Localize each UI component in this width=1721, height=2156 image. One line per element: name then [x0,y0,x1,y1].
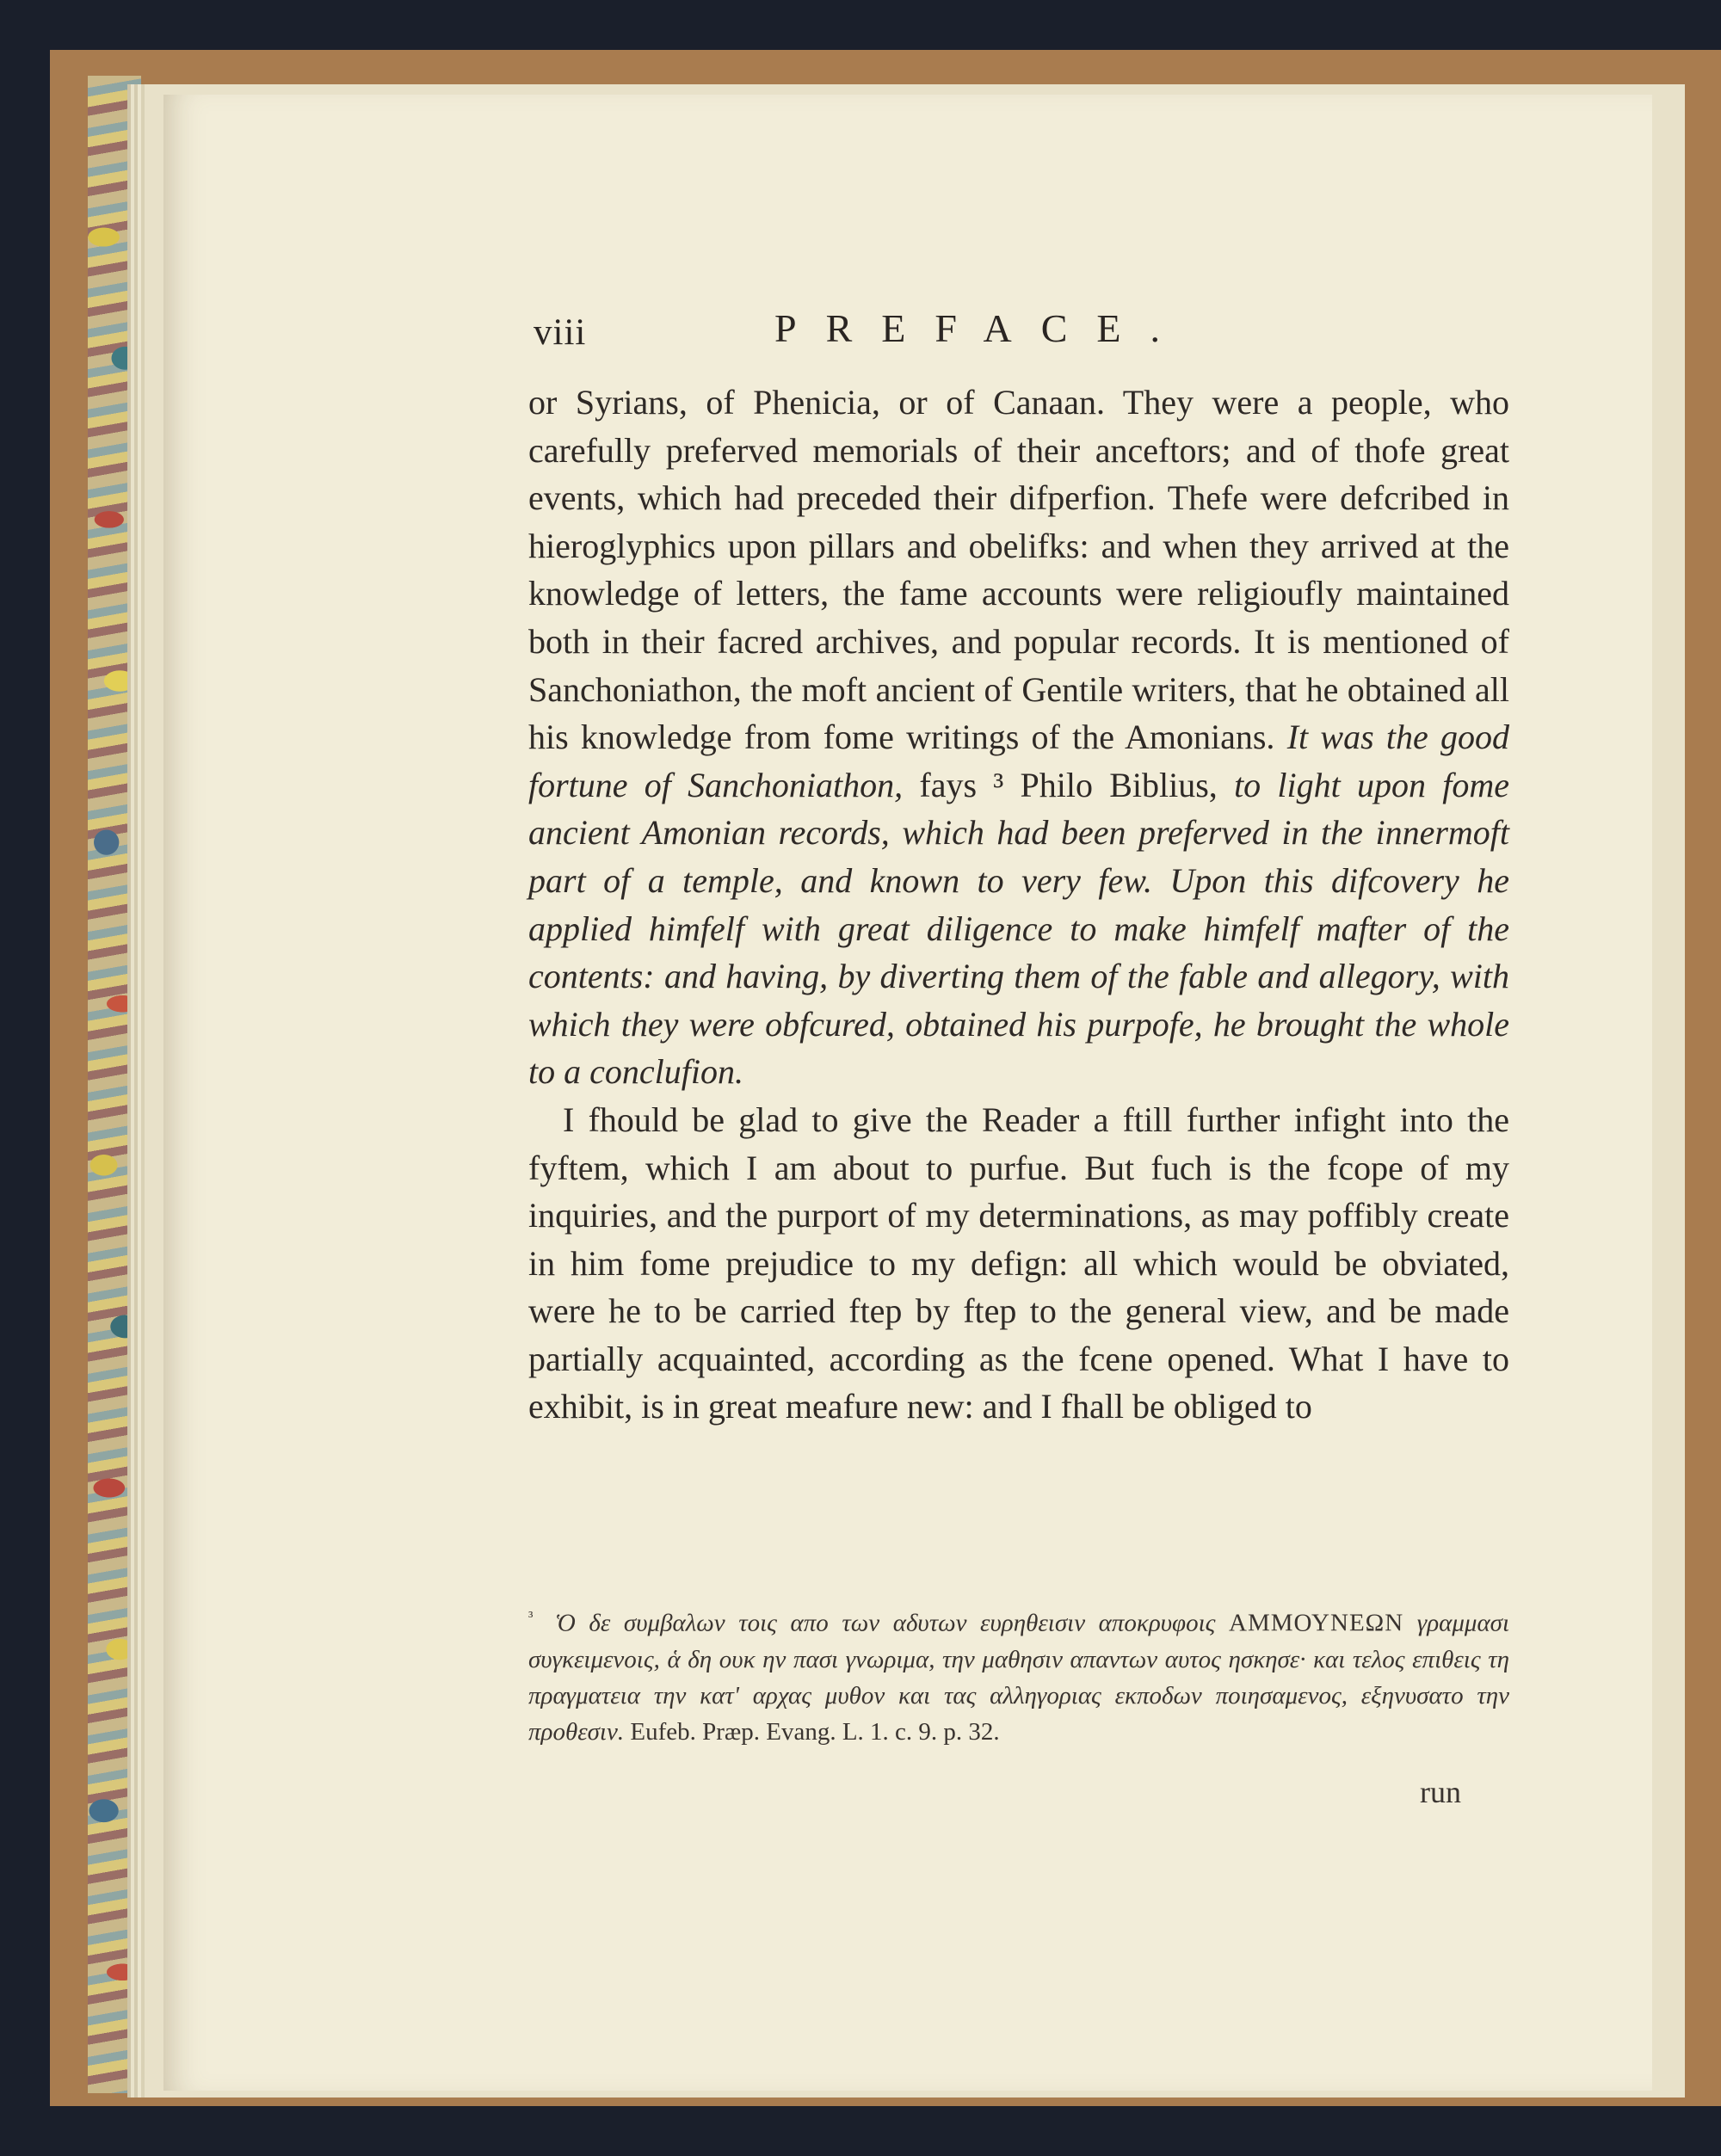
page-number: viii [534,312,587,353]
footnote-greek-caps: ΑΜΜΟΥΝΕΩΝ [1229,1609,1404,1637]
footnote-reference: Eufeb. Præp. Evang. L. 1. c. 9. p. 32. [630,1717,1000,1746]
catchword: run [1420,1775,1461,1809]
footnote-greek-b: γραμμασι συγκειμενοις, ἁ δη ουκ ην πασι γνωριμα, την μαθησιν απαντων αυτος ησκησε· και τελος επιθεις τη πραγματεια την κατ' αρχας μυθον και τας αλληγοριας εκποδων ποιησαμενος, εξηνυσατο την προθεσιν. [528,1609,1510,1746]
footnote [528,1599,1509,1750]
body-text [528,379,1509,1431]
italic-quote-run: to light upon fome ancient Amonian records, which had been preferved in the innermoft part of a temple, and known to very few. Upon this difcovery he applied himfelf with great diligence to make himfelf mafter of the contents: and having, by diverting them of the fable and allegory, with which they were obfcured, obtained his purpofe, he brought the whole to a conclufion. [528,765,1510,1092]
italic-quote-run: It was the good fortune of Sanchoniathon, [528,718,1510,804]
footnote-greek-a: Ὁ δε συμβαλων τοις απο των αδυτων ευρηθεισιν αποκρυφοις [555,1609,1216,1637]
paragraph-1 [528,379,1509,1096]
marbled-endpaper [88,76,141,2093]
text-run: fays ³ Philo Biblius, [903,765,1235,804]
running-title: PREFACE. [774,306,1190,350]
text-run: or Syrians, of Phenicia, or of Canaan. They were a people, who carefully preferved memorials of their anceftors; and of thofe great events, which had preceded their difperfion. Thefe were defcribed in hieroglyphics upon pillars and obelifks: and when they arrived at the knowledge of letters, the fame accounts were religioufly maintained both in their facred archives, and popular records. It is mentioned of Sanchoniathon, the moft ancient of Gentile writers, that he obtained all his knowledge from fome writings of the Amonians. [528,383,1509,757]
footnote-mark: ³ [528,1608,534,1625]
paragraph-2: I fhould be glad to give the Reader a ftill further infight into the fyftem, which I am about to purfue. But fuch is the fcope of my inquiries, and the purport of my determinations, as may poffibly create in him fome prejudice to my defign: all which would be obviated, were he to be carried ftep by ftep to the general view, and be made partially acquainted, according as the fcene opened. What I have to exhibit, is in great meafure new: and I fhall be obliged to [528,1100,1509,1426]
